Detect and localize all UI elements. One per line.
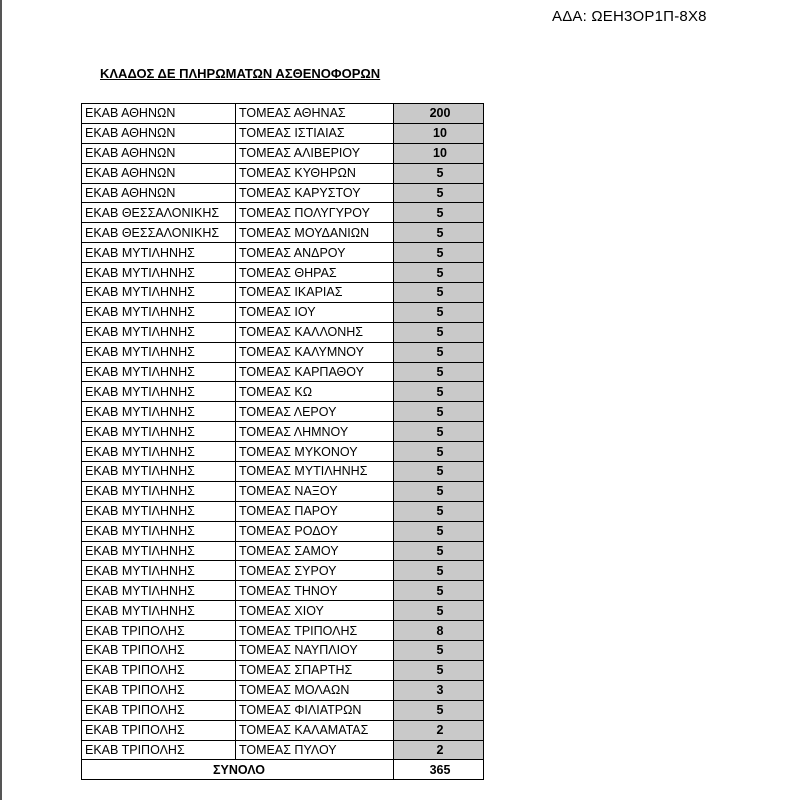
amount-cell: 5 [394, 481, 484, 501]
table-row [82, 700, 484, 720]
amount-cell: 10 [394, 123, 484, 143]
table-row [82, 601, 484, 621]
sector-cell: ΤΟΜΕΑΣ ΙΣΤΙΑΙΑΣ [236, 123, 394, 143]
dept-cell: ΕΚΑΒ ΑΘΗΝΩΝ [82, 123, 236, 143]
table-row [82, 283, 484, 303]
sector-cell: ΤΟΜΕΑΣ ΚΑΡΥΣΤΟΥ [236, 183, 394, 203]
amount-cell: 8 [394, 621, 484, 641]
dept-cell: ΕΚΑΒ ΤΡΙΠΟΛΗΣ [82, 660, 236, 680]
sector-cell: ΤΟΜΕΑΣ ΚΩ [236, 382, 394, 402]
table-row [82, 163, 484, 183]
sector-cell: ΤΟΜΕΑΣ ΤΗΝΟΥ [236, 581, 394, 601]
amount-cell: 5 [394, 462, 484, 482]
dept-cell: ΕΚΑΒ ΜΥΤΙΛΗΝΗΣ [82, 481, 236, 501]
sector-cell: ΤΟΜΕΑΣ ΜΥΤΙΛΗΝΗΣ [236, 462, 394, 482]
amount-cell: 5 [394, 402, 484, 422]
sector-cell: ΤΟΜΕΑΣ ΧΙΟΥ [236, 601, 394, 621]
dept-cell: ΕΚΑΒ ΜΥΤΙΛΗΝΗΣ [82, 501, 236, 521]
dept-cell: ΕΚΑΒ ΑΘΗΝΩΝ [82, 143, 236, 163]
table-row [82, 302, 484, 322]
amount-cell: 5 [394, 243, 484, 263]
table-row [82, 462, 484, 482]
dept-cell: ΕΚΑΒ ΜΥΤΙΛΗΝΗΣ [82, 581, 236, 601]
sector-cell: ΤΟΜΕΑΣ ΚΑΡΠΑΘΟΥ [236, 362, 394, 382]
dept-cell: ΕΚΑΒ ΜΥΤΙΛΗΝΗΣ [82, 342, 236, 362]
table-row [82, 382, 484, 402]
amount-cell: 5 [394, 501, 484, 521]
sector-cell: ΤΟΜΕΑΣ ΑΘΗΝΑΣ [236, 104, 394, 124]
table-row [82, 263, 484, 283]
ada-code: ΑΔΑ: ΩΕΗ3ΟΡ1Π-8Χ8 [552, 8, 707, 25]
amount-cell: 5 [394, 322, 484, 342]
amount-cell: 5 [394, 422, 484, 442]
dept-cell: ΕΚΑΒ ΤΡΙΠΟΛΗΣ [82, 680, 236, 700]
table-row [82, 501, 484, 521]
dept-cell: ΕΚΑΒ ΜΥΤΙΛΗΝΗΣ [82, 422, 236, 442]
sector-cell: ΤΟΜΕΑΣ ΦΙΛΙΑΤΡΩΝ [236, 700, 394, 720]
total-label: ΣΥΝΟΛΟ [82, 760, 394, 780]
dept-cell: ΕΚΑΒ ΤΡΙΠΟΛΗΣ [82, 700, 236, 720]
amount-cell: 200 [394, 104, 484, 124]
sector-cell: ΤΟΜΕΑΣ ΣΥΡΟΥ [236, 561, 394, 581]
sector-cell: ΤΟΜΕΑΣ ΑΝΔΡΟΥ [236, 243, 394, 263]
sector-cell: ΤΟΜΕΑΣ ΚΑΛΑΜΑΤΑΣ [236, 720, 394, 740]
table-row [82, 123, 484, 143]
dept-cell: ΕΚΑΒ ΜΥΤΙΛΗΝΗΣ [82, 521, 236, 541]
table-row [82, 740, 484, 760]
ambulance-crew-table [81, 103, 484, 780]
table-body [82, 104, 484, 780]
sector-cell: ΤΟΜΕΑΣ ΣΑΜΟΥ [236, 541, 394, 561]
sector-cell: ΤΟΜΕΑΣ ΡΟΔΟΥ [236, 521, 394, 541]
amount-cell: 5 [394, 183, 484, 203]
amount-cell: 2 [394, 740, 484, 760]
dept-cell: ΕΚΑΒ ΜΥΤΙΛΗΝΗΣ [82, 541, 236, 561]
dept-cell: ΕΚΑΒ ΜΥΤΙΛΗΝΗΣ [82, 462, 236, 482]
table-row [82, 561, 484, 581]
amount-cell: 5 [394, 263, 484, 283]
dept-cell: ΕΚΑΒ ΘΕΣΣΑΛΟΝΙΚΗΣ [82, 203, 236, 223]
table-row [82, 362, 484, 382]
total-row [82, 760, 484, 780]
sector-cell: ΤΟΜΕΑΣ ΙΚΑΡΙΑΣ [236, 283, 394, 303]
table-row [82, 521, 484, 541]
dept-cell: ΕΚΑΒ ΤΡΙΠΟΛΗΣ [82, 740, 236, 760]
sector-cell: ΤΟΜΕΑΣ ΜΟΛΑΩΝ [236, 680, 394, 700]
dept-cell: ΕΚΑΒ ΜΥΤΙΛΗΝΗΣ [82, 243, 236, 263]
sector-cell: ΤΟΜΕΑΣ ΛΗΜΝΟΥ [236, 422, 394, 442]
amount-cell: 5 [394, 283, 484, 303]
dept-cell: ΕΚΑΒ ΜΥΤΙΛΗΝΗΣ [82, 402, 236, 422]
amount-cell: 5 [394, 601, 484, 621]
sector-cell: ΤΟΜΕΑΣ ΜΟΥΔΑΝΙΩΝ [236, 223, 394, 243]
dept-cell: ΕΚΑΒ ΜΥΤΙΛΗΝΗΣ [82, 322, 236, 342]
dept-cell: ΕΚΑΒ ΜΥΤΙΛΗΝΗΣ [82, 362, 236, 382]
amount-cell: 5 [394, 561, 484, 581]
table-row [82, 243, 484, 263]
dept-cell: ΕΚΑΒ ΑΘΗΝΩΝ [82, 163, 236, 183]
table-row [82, 422, 484, 442]
total-amount: 365 [394, 760, 484, 780]
sector-cell: ΤΟΜΕΑΣ ΝΑΞΟΥ [236, 481, 394, 501]
dept-cell: ΕΚΑΒ ΜΥΤΙΛΗΝΗΣ [82, 601, 236, 621]
sector-cell: ΤΟΜΕΑΣ ΙΟΥ [236, 302, 394, 322]
amount-cell: 5 [394, 302, 484, 322]
table-row [82, 402, 484, 422]
dept-cell: ΕΚΑΒ ΜΥΤΙΛΗΝΗΣ [82, 302, 236, 322]
dept-cell: ΕΚΑΒ ΜΥΤΙΛΗΝΗΣ [82, 283, 236, 303]
table-row [82, 203, 484, 223]
amount-cell: 5 [394, 581, 484, 601]
page-left-border [0, 0, 2, 800]
dept-cell: ΕΚΑΒ ΜΥΤΙΛΗΝΗΣ [82, 263, 236, 283]
amount-cell: 5 [394, 541, 484, 561]
table-row [82, 322, 484, 342]
table-row [82, 660, 484, 680]
table-row [82, 143, 484, 163]
sector-cell: ΤΟΜΕΑΣ ΣΠΑΡΤΗΣ [236, 660, 394, 680]
table-row [82, 541, 484, 561]
table-row [82, 442, 484, 462]
dept-cell: ΕΚΑΒ ΤΡΙΠΟΛΗΣ [82, 720, 236, 740]
amount-cell: 10 [394, 143, 484, 163]
amount-cell: 5 [394, 521, 484, 541]
dept-cell: ΕΚΑΒ ΜΥΤΙΛΗΝΗΣ [82, 561, 236, 581]
sector-cell: ΤΟΜΕΑΣ ΠΑΡΟΥ [236, 501, 394, 521]
table-row [82, 680, 484, 700]
sector-cell: ΤΟΜΕΑΣ ΚΑΛΥΜΝΟΥ [236, 342, 394, 362]
document-title: ΚΛΑΔΟΣ ΔΕ ΠΛΗΡΩΜΑΤΩΝ ΑΣΘΕΝΟΦΟΡΩΝ [100, 66, 381, 81]
dept-cell: ΕΚΑΒ ΤΡΙΠΟΛΗΣ [82, 641, 236, 661]
table-row [82, 342, 484, 362]
amount-cell: 5 [394, 163, 484, 183]
amount-cell: 5 [394, 362, 484, 382]
dept-cell: ΕΚΑΒ ΜΥΤΙΛΗΝΗΣ [82, 442, 236, 462]
amount-cell: 3 [394, 680, 484, 700]
table-row [82, 481, 484, 501]
sector-cell: ΤΟΜΕΑΣ ΚΑΛΛΟΝΗΣ [236, 322, 394, 342]
dept-cell: ΕΚΑΒ ΑΘΗΝΩΝ [82, 104, 236, 124]
table-row [82, 720, 484, 740]
dept-cell: ΕΚΑΒ ΜΥΤΙΛΗΝΗΣ [82, 382, 236, 402]
table-row [82, 104, 484, 124]
table-row [82, 223, 484, 243]
table-row [82, 641, 484, 661]
dept-cell: ΕΚΑΒ ΘΕΣΣΑΛΟΝΙΚΗΣ [82, 223, 236, 243]
table-row [82, 183, 484, 203]
amount-cell: 5 [394, 382, 484, 402]
amount-cell: 5 [394, 700, 484, 720]
dept-cell: ΕΚΑΒ ΤΡΙΠΟΛΗΣ [82, 621, 236, 641]
amount-cell: 5 [394, 660, 484, 680]
sector-cell: ΤΟΜΕΑΣ ΚΥΘΗΡΩΝ [236, 163, 394, 183]
sector-cell: ΤΟΜΕΑΣ ΘΗΡΑΣ [236, 263, 394, 283]
sector-cell: ΤΟΜΕΑΣ ΤΡΙΠΟΛΗΣ [236, 621, 394, 641]
sector-cell: ΤΟΜΕΑΣ ΝΑΥΠΛΙΟΥ [236, 641, 394, 661]
table-row [82, 581, 484, 601]
sector-cell: ΤΟΜΕΑΣ ΜΥΚΟΝΟΥ [236, 442, 394, 462]
table-row [82, 621, 484, 641]
dept-cell: ΕΚΑΒ ΑΘΗΝΩΝ [82, 183, 236, 203]
sector-cell: ΤΟΜΕΑΣ ΠΥΛΟΥ [236, 740, 394, 760]
amount-cell: 5 [394, 342, 484, 362]
sector-cell: ΤΟΜΕΑΣ ΑΛΙΒΕΡΙΟΥ [236, 143, 394, 163]
sector-cell: ΤΟΜΕΑΣ ΠΟΛΥΓΥΡΟΥ [236, 203, 394, 223]
sector-cell: ΤΟΜΕΑΣ ΛΕΡΟΥ [236, 402, 394, 422]
amount-cell: 5 [394, 223, 484, 243]
amount-cell: 5 [394, 442, 484, 462]
amount-cell: 5 [394, 203, 484, 223]
amount-cell: 5 [394, 641, 484, 661]
amount-cell: 2 [394, 720, 484, 740]
